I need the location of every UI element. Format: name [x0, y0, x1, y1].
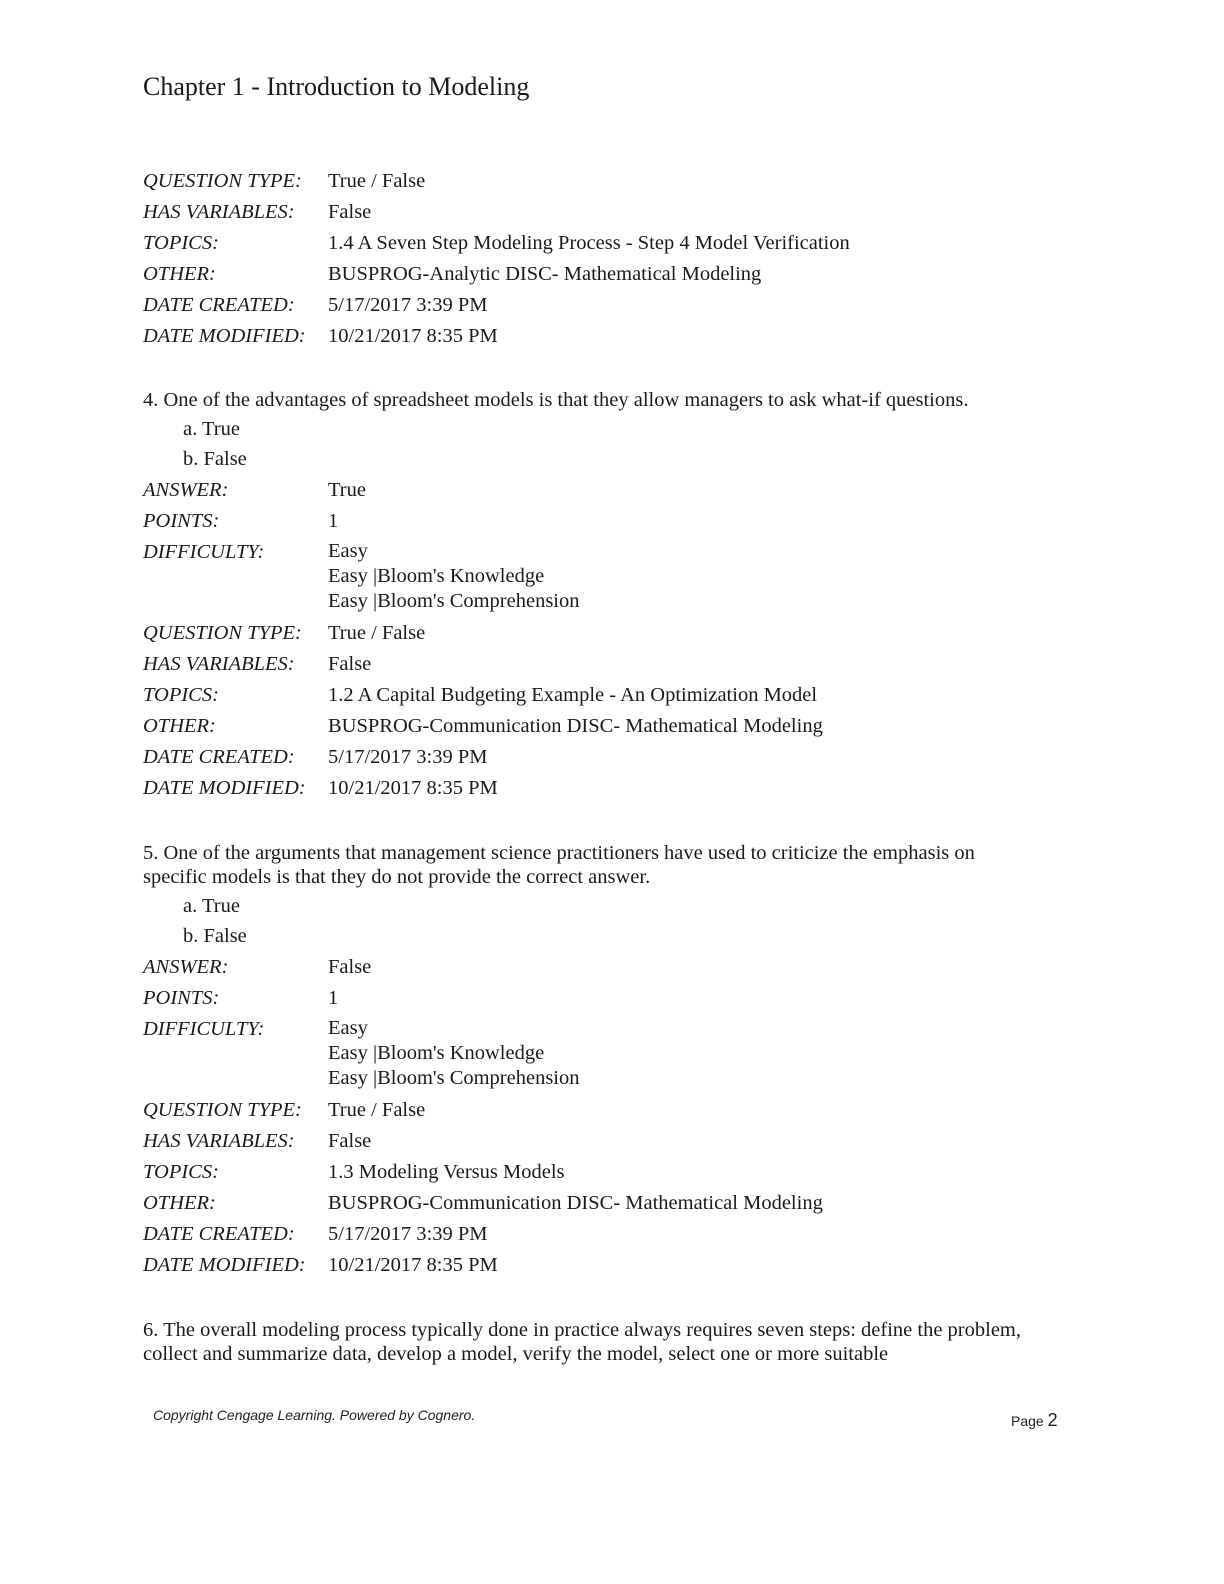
difficulty-value: Easy [328, 1017, 368, 1039]
meta-row-has-variables [143, 1128, 823, 1159]
meta-row-date-modified [143, 1252, 823, 1283]
meta-row-date-created [143, 1221, 823, 1252]
question-6 [143, 1318, 1043, 1366]
meta-label: DIFFICULTY: [143, 541, 265, 563]
meta-row-other [143, 261, 850, 292]
option-a: a. True [183, 418, 240, 440]
question-text: 6. The overall modeling process typically done in practice always requires seven steps: define the problem, collect and summarize data, develop a model, verify the model, select one or more suitable [143, 1319, 1021, 1365]
meta-row-answer [143, 954, 823, 985]
meta-label: TOPICS: [143, 232, 219, 254]
q4-metadata [143, 477, 823, 806]
meta-value: 10/21/2017 8:35 PM [328, 325, 498, 347]
meta-row-question-type [143, 620, 823, 651]
meta-value: False [328, 956, 372, 978]
question-text: 5. One of the arguments that management science practitioners have used to criticize the emphasis on specific models is that they do not provide the correct answer. [143, 842, 975, 888]
meta-value: 5/17/2017 3:39 PM [328, 1223, 488, 1245]
meta-row-question-type [143, 1097, 823, 1128]
meta-row-answer [143, 477, 823, 508]
meta-value-list [328, 539, 580, 620]
meta-row-other [143, 1190, 823, 1221]
footer-copyright: Copyright Cengage Learning. Powered by Cognero. [153, 1407, 476, 1423]
meta-label: TOPICS: [143, 1161, 219, 1183]
page-label: Page [1011, 1413, 1044, 1429]
meta-label: OTHER: [143, 1192, 216, 1214]
meta-row-topics [143, 230, 850, 261]
page-number: 2 [1047, 1410, 1058, 1430]
difficulty-value: Easy [328, 540, 368, 562]
question-4 [143, 388, 1043, 474]
meta-value: BUSPROG-Communication DISC- Mathematical Modeling [328, 715, 823, 737]
difficulty-value: Easy |Bloom's Comprehension [328, 590, 580, 612]
meta-value: 10/21/2017 8:35 PM [328, 1254, 498, 1276]
option-a: a. True [183, 895, 240, 917]
meta-row-date-created [143, 744, 823, 775]
meta-label: DATE CREATED: [143, 746, 295, 768]
meta-row-has-variables [143, 651, 823, 682]
meta-value: 1.4 A Seven Step Modeling Process - Step 4 Model Verification [328, 232, 850, 254]
meta-row-has-variables [143, 199, 850, 230]
meta-label: OTHER: [143, 263, 216, 285]
difficulty-value: Easy |Bloom's Comprehension [328, 1067, 580, 1089]
meta-value: BUSPROG-Analytic DISC- Mathematical Modeling [328, 263, 762, 285]
meta-value: BUSPROG-Communication DISC- Mathematical Modeling [328, 1192, 823, 1214]
meta-value: 1.3 Modeling Versus Models [328, 1161, 565, 1183]
difficulty-value: Easy |Bloom's Knowledge [328, 565, 545, 587]
meta-value: True / False [328, 622, 426, 644]
meta-label: HAS VARIABLES: [143, 201, 295, 223]
meta-row-points [143, 508, 823, 539]
q5-metadata [143, 954, 823, 1283]
meta-label: DATE MODIFIED: [143, 777, 306, 799]
meta-label: DATE MODIFIED: [143, 1254, 306, 1276]
meta-row-difficulty [143, 539, 823, 620]
option-b: b. False [183, 925, 247, 947]
meta-value: True / False [328, 1099, 426, 1121]
meta-label: QUESTION TYPE: [143, 170, 302, 192]
meta-label: HAS VARIABLES: [143, 1130, 295, 1152]
meta-row-difficulty [143, 1016, 823, 1097]
meta-value: False [328, 201, 372, 223]
meta-label: DATE CREATED: [143, 294, 295, 316]
meta-row-topics [143, 1159, 823, 1190]
meta-label: OTHER: [143, 715, 216, 737]
meta-value: False [328, 1130, 372, 1152]
meta-value: True [328, 479, 366, 501]
option-b: b. False [183, 448, 247, 470]
footer-page-number [1011, 1410, 1058, 1431]
meta-label: DIFFICULTY: [143, 1018, 265, 1040]
meta-value: False [328, 653, 372, 675]
question-text: 4. One of the advantages of spreadsheet models is that they allow managers to ask what-if questions. [143, 389, 969, 411]
difficulty-value: Easy |Bloom's Knowledge [328, 1042, 545, 1064]
q3-metadata [143, 168, 850, 354]
meta-label: POINTS: [143, 510, 220, 532]
meta-value: 1 [328, 987, 339, 1009]
meta-label: DATE CREATED: [143, 1223, 295, 1245]
meta-label: TOPICS: [143, 684, 219, 706]
meta-row-date-modified [143, 323, 850, 354]
meta-row-question-type [143, 168, 850, 199]
meta-row-topics [143, 682, 823, 713]
meta-label: ANSWER: [143, 956, 229, 978]
meta-label: DATE MODIFIED: [143, 325, 306, 347]
meta-value: 10/21/2017 8:35 PM [328, 777, 498, 799]
chapter-title: Chapter 1 - Introduction to Modeling [143, 72, 530, 101]
meta-label: HAS VARIABLES: [143, 653, 295, 675]
meta-row-date-modified [143, 775, 823, 806]
meta-row-other [143, 713, 823, 744]
meta-value-list [328, 1016, 580, 1097]
meta-label: POINTS: [143, 987, 220, 1009]
meta-row-points [143, 985, 823, 1016]
answer-options [183, 414, 1043, 474]
meta-label: QUESTION TYPE: [143, 622, 302, 644]
meta-value: True / False [328, 170, 426, 192]
meta-value: 1 [328, 510, 339, 532]
question-5 [143, 841, 1043, 951]
meta-value: 5/17/2017 3:39 PM [328, 746, 488, 768]
meta-value: 5/17/2017 3:39 PM [328, 294, 488, 316]
meta-value: 1.2 A Capital Budgeting Example - An Optimization Model [328, 684, 818, 706]
meta-label: ANSWER: [143, 479, 229, 501]
answer-options [183, 891, 1043, 951]
meta-label: QUESTION TYPE: [143, 1099, 302, 1121]
meta-row-date-created [143, 292, 850, 323]
